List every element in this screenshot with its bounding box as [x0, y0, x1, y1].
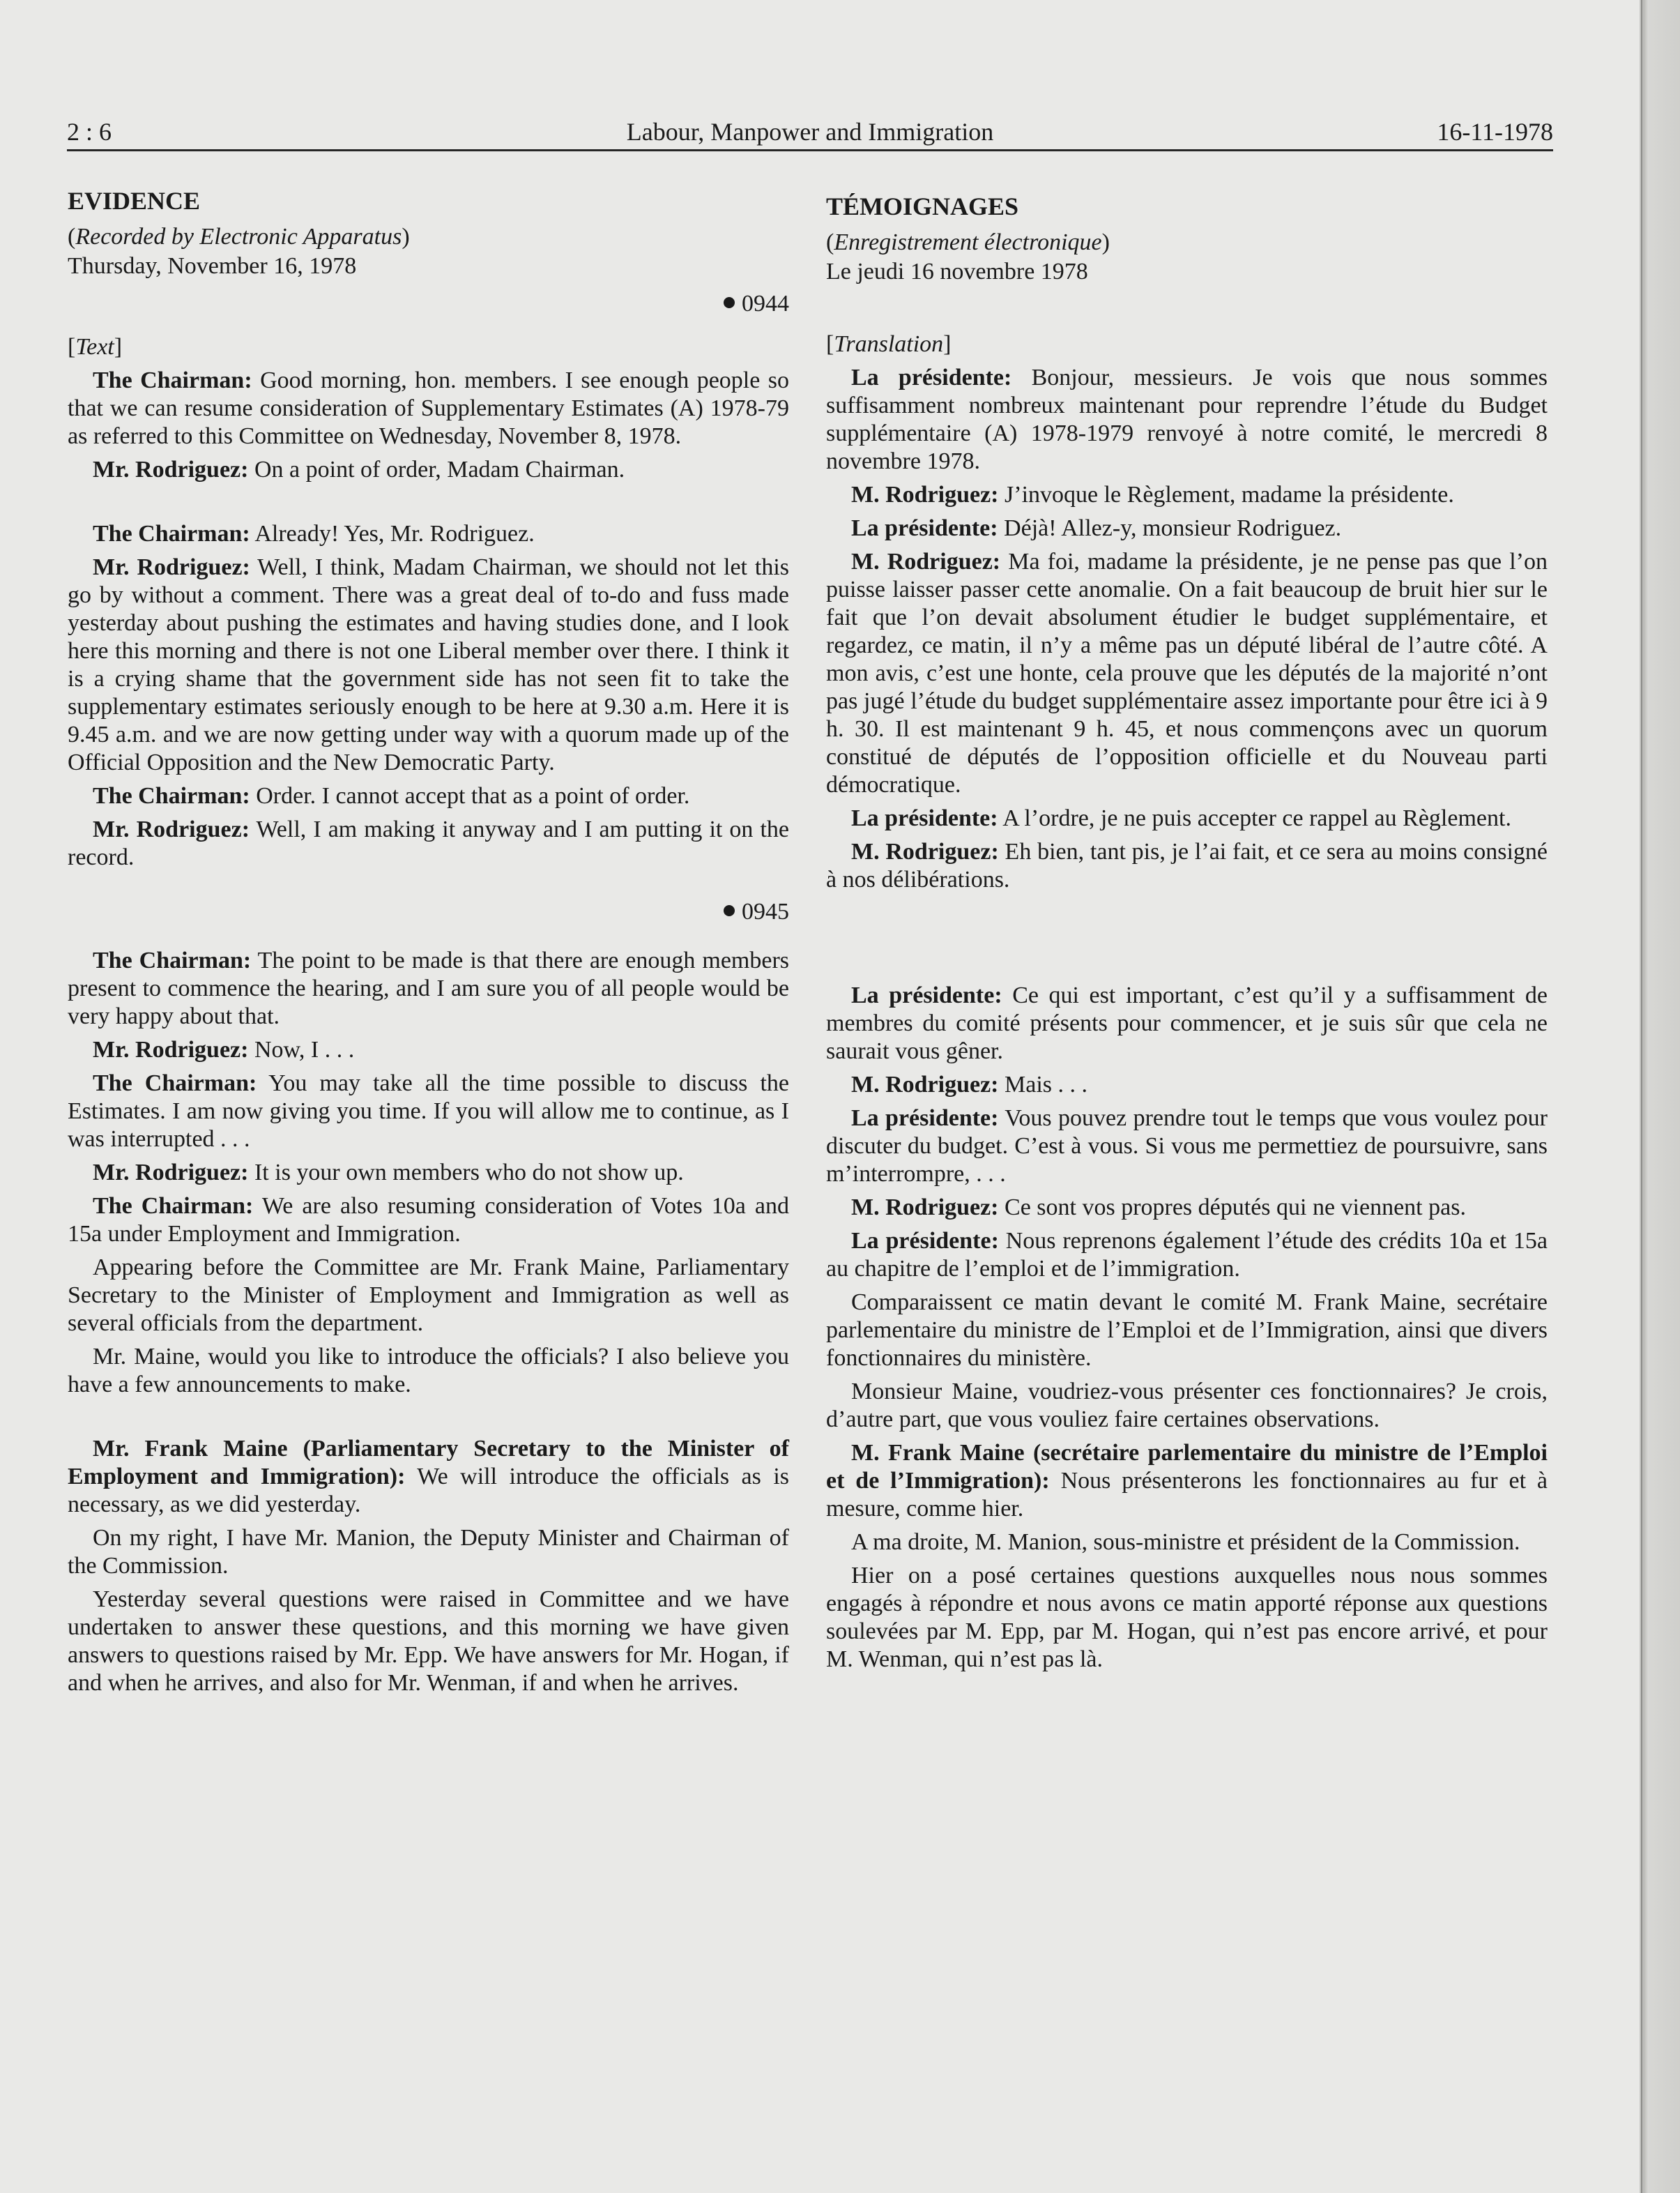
- speech: Good morning, hon. members. I see enough people so that we can resume consideration of Supplementary Estimates (A) 1978-79 as referred to this Committee on Wednesday, November 8, 1978.: [68, 367, 789, 449]
- paragraph: [68, 1192, 789, 1248]
- speaker: M. Rodriguez:: [851, 549, 1001, 575]
- paragraph: [68, 1070, 789, 1153]
- speaker: The Chairman:: [93, 783, 250, 809]
- speech: Comparaissent ce matin devant le comité M. Frank Maine, secrétaire parlementaire du ministre de l’Emploi et de l’Immigration, ainsi que divers fonctionnaires du ministère.: [826, 1289, 1548, 1371]
- session-date: Le jeudi 16 novembre 1978: [826, 259, 1088, 284]
- speech: Appearing before the Committee are Mr. Frank Maine, Parliamentary Secretary to the Minister of Employment and Immigration as well as several officials from the department.: [68, 1254, 789, 1336]
- speech: On my right, I have Mr. Manion, the Deputy Minister and Chairman of the Commission.: [68, 1525, 789, 1579]
- paragraph: [826, 805, 1548, 833]
- timestamp: 0944: [742, 291, 789, 317]
- paragraph: [68, 554, 789, 777]
- speaker: Mr. Rodriguez:: [93, 457, 249, 483]
- language-tag: [Text]: [68, 334, 123, 360]
- speaker: M. Rodriguez:: [851, 482, 999, 508]
- session-date: Thursday, November 16, 1978: [68, 253, 357, 279]
- french-column: [826, 192, 1548, 1674]
- paragraph: [68, 520, 789, 548]
- speech: Eh bien, tant pis, je l’ai fait, et ce sera au moins consigné à nos délibérations.: [826, 839, 1548, 893]
- paragraph: [68, 456, 789, 484]
- paragraph: [68, 367, 789, 450]
- speech: Now, I . . .: [248, 1037, 355, 1063]
- speech: A l’ordre, je ne puis accepter ce rappel au Règlement.: [998, 805, 1511, 831]
- speaker: M. Rodriguez:: [851, 839, 999, 865]
- timestamp: 0945: [742, 899, 789, 925]
- timestamp-marker: [68, 898, 789, 926]
- speaker: Mr. Rodriguez:: [93, 554, 250, 580]
- paragraph: [68, 1586, 789, 1697]
- speech: It is your own members who do not show up.: [248, 1160, 684, 1185]
- speaker: The Chairman:: [93, 521, 250, 547]
- speech: Already! Yes, Mr. Rodriguez.: [250, 521, 535, 547]
- speech: Mais . . .: [998, 1072, 1088, 1098]
- speech: Nous reprenons également l’étude des crédits 10a et 15a au chapitre de l’emploi et de l’immigration.: [826, 1228, 1548, 1282]
- section-heading: TÉMOIGNAGES: [826, 192, 1019, 220]
- speaker: M. Rodriguez:: [851, 1072, 999, 1098]
- running-header: [67, 117, 1553, 153]
- speech: Bonjour, messieurs. Je vois que nous sommes suffisamment nombreux maintenant pour reprendre l’étude du Budget supplémentaire (A) 1978-1979 renvoyé à notre comité, le mercredi 8 novembre 1978.: [826, 365, 1548, 474]
- speaker: Mr. Rodriguez:: [93, 1037, 249, 1063]
- speech: Nous présenterons les fonctionnaires au fur et à mesure, comme hier.: [826, 1468, 1548, 1522]
- paragraph: [826, 548, 1548, 799]
- speech: We are also resuming consideration of Votes 10a and 15a under Employment and Immigration.: [68, 1193, 789, 1247]
- paragraph: [68, 1343, 789, 1399]
- english-column: [68, 187, 789, 1697]
- speech: A ma droite, M. Manion, sous-ministre et président de la Commission.: [851, 1529, 1520, 1555]
- paragraph: [826, 1528, 1548, 1556]
- speech: Yesterday several questions were raised in Committee and we have undertaken to answer these questions, and this morning we have given answers to questions raised by Mr. Epp. We have answers for Mr. Hogan, if and when he arrives, and also for Mr. Wenman, if and when he arrives.: [68, 1586, 789, 1696]
- speaker: La présidente:: [851, 1105, 999, 1131]
- speaker: La présidente:: [851, 982, 1002, 1008]
- speech: Vous pouvez prendre tout le temps que vous voulez pour discuter du budget. C’est à vous. Si vous me permettiez de poursuivre, sans m’interrompre, . . .: [826, 1105, 1548, 1187]
- speech: Déjà! Allez-y, monsieur Rodriguez.: [998, 515, 1342, 541]
- speech: On a point of order, Madam Chairman.: [248, 457, 625, 483]
- paragraph: [826, 982, 1548, 1065]
- speaker: Mr. Frank Maine (Parliamentary Secretary to the Minister of Employment and Immigration):: [68, 1436, 789, 1489]
- page-number: 2 : 6: [67, 118, 112, 146]
- paragraph: [68, 1435, 789, 1519]
- paragraph: [826, 1071, 1548, 1099]
- paragraph: [826, 1194, 1548, 1222]
- speech: Order. I cannot accept that as a point of order.: [250, 783, 690, 809]
- paragraph: [68, 947, 789, 1031]
- speech: Well, I think, Madam Chairman, we should not let this go by without a comment. There was a great deal of to-do and fuss made yesterday about pushing the estimates and having studies done, and I look here this morning and there is not one Liberal member over there. I think it is a crying shame that the government side has not seen fit to take the supplementary estimates seriously enough to be here at 9.30 a.m. Here it is 9.45 a.m. and we are now getting under way with a quorum made up of the Official Opposition and the New Democratic Party.: [68, 554, 790, 775]
- speaker: M. Rodriguez:: [851, 1194, 999, 1220]
- paragraph: [68, 1254, 789, 1337]
- bullet-icon: [724, 905, 735, 916]
- speaker: The Chairman:: [93, 1193, 254, 1219]
- paragraph: [826, 515, 1548, 542]
- speaker: M. Frank Maine (secrétaire parlementaire du ministre de l’Emploi et de l’Immigration):: [826, 1440, 1548, 1494]
- bullet-icon: [724, 297, 735, 308]
- speech: Hier on a posé certaines questions auxquelles nous nous sommes engagés à répondre et nous avons ce matin apporté réponse aux questions soulevées par M. Epp, par M. Hogan, qui n’est pas encore arrivé, et pour M. Wenman, qui n’est pas là.: [826, 1563, 1548, 1672]
- paragraph: [68, 1159, 789, 1187]
- speaker: The Chairman:: [93, 948, 252, 973]
- paragraph: [826, 1378, 1548, 1434]
- publication-title: Labour, Manpower and Immigration: [626, 118, 994, 146]
- speaker: Mr. Rodriguez:: [93, 1160, 249, 1185]
- speaker: Mr. Rodriguez:: [93, 817, 250, 842]
- paragraph: [826, 1227, 1548, 1283]
- paragraph: [826, 364, 1548, 476]
- paragraph: [826, 481, 1548, 509]
- paragraph: [826, 1289, 1548, 1372]
- speech: J’invoque le Règlement, madame la présidente.: [998, 482, 1454, 508]
- speaker: La présidente:: [851, 1228, 999, 1254]
- speech: Mr. Maine, would you like to introduce the officials? I also believe you have a few announcements to make.: [68, 1344, 789, 1397]
- paragraph: [826, 1105, 1548, 1188]
- speech: The point to be made is that there are enough members present to commence the hearing, and I am sure you of all people would be very happy about that.: [68, 948, 789, 1029]
- speaker: La présidente:: [851, 515, 998, 541]
- section-subheading: (Recorded by Electronic Apparatus): [68, 224, 410, 250]
- timestamp-marker: [68, 290, 789, 318]
- paragraph: [68, 782, 789, 810]
- header-rule: [67, 149, 1553, 151]
- speaker: The Chairman:: [93, 1070, 257, 1096]
- language-tag: [Translation]: [826, 331, 952, 357]
- paragraph: [68, 1524, 789, 1580]
- paragraph: [826, 1562, 1548, 1674]
- speech: We will introduce the officials as is necessary, as we did yesterday.: [68, 1464, 790, 1517]
- speaker: La présidente:: [851, 365, 1012, 390]
- binding-edge: [1640, 0, 1680, 2193]
- paragraph: [68, 816, 789, 872]
- paragraph: [68, 1036, 789, 1064]
- speech: Well, I am making it anyway and I am putting it on the record.: [68, 817, 789, 870]
- speech: Ce sont vos propres députés qui ne viennent pas.: [998, 1194, 1466, 1220]
- paragraph: [826, 838, 1548, 894]
- speech: You may take all the time possible to discuss the Estimates. I am now giving you time. If you will allow me to continue, as I was interrupted . . .: [68, 1070, 790, 1152]
- section-subheading: (Enregistrement électronique): [826, 229, 1110, 255]
- speaker: The Chairman:: [93, 367, 252, 393]
- speech: Ce qui est important, c’est qu’il y a suffisamment de membres du comité présents pour commencer, et je suis sûr que cela ne saurait vous gêner.: [826, 982, 1548, 1064]
- paragraph: [826, 1439, 1548, 1523]
- speech: Ma foi, madame la présidente, je ne pense pas que l’on puisse laisser passer cette anomalie. On a fait beaucoup de bruit hier sur le fait que l’on devait absolument étudier le budget supplémentaire, et regardez, ce matin, il n’y a même pas un député libéral de l’autre côté. A mon avis, c’est une honte, cela prouve que les députés de la majorité n’ont pas jugé l’étude du budget supplémentaire assez importante pour être ici à 9 h. 30. Il est maintenant 9 h. 45, et nous commençons avec un quorum constitué de députés de l’opposition officielle et du Nouveau parti démocratique.: [826, 549, 1548, 798]
- header-date: 16-11-1978: [1437, 118, 1553, 146]
- speech: Monsieur Maine, voudriez-vous présenter ces fonctionnaires? Je crois, d’autre part, que vous vouliez faire certaines observations.: [826, 1379, 1548, 1432]
- section-heading: EVIDENCE: [68, 187, 201, 215]
- speaker: La présidente:: [851, 805, 998, 831]
